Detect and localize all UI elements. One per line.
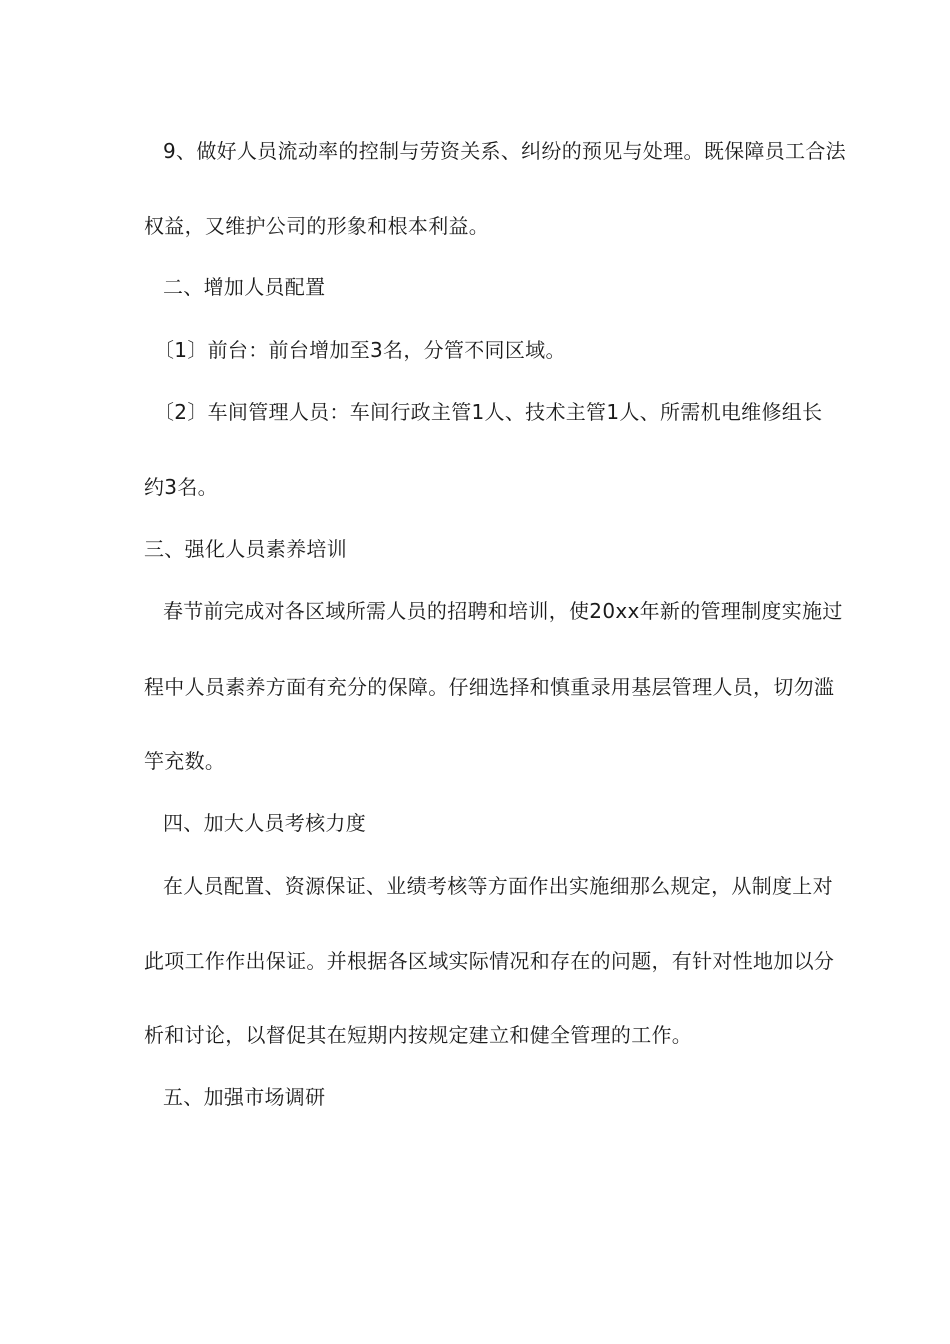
- paragraph-line: 竽充数。: [144, 749, 226, 773]
- paragraph-line: 春节前完成对各区域所需人员的招聘和培训，使20xx年新的管理制度实施过: [163, 599, 843, 623]
- section-heading: 四、加大人员考核力度: [163, 811, 366, 835]
- paragraph-line: 约3名。: [144, 475, 218, 499]
- paragraph-line: 在人员配置、资源保证、业绩考核等方面作出实施细那么规定，从制度上对: [163, 874, 833, 898]
- paragraph-line: 析和讨论，以督促其在短期内按规定建立和健全管理的工作。: [144, 1023, 693, 1047]
- paragraph-line: 权益，又维护公司的形象和根本利益。: [144, 214, 490, 238]
- paragraph-line: 此项工作作出保证。并根据各区域实际情况和存在的问题，有针对性地加以分: [144, 949, 835, 973]
- paragraph-line: 9、做好人员流动率的控制与劳资关系、纠纷的预见与处理。既保障员工合法: [163, 139, 846, 163]
- section-heading: 二、增加人员配置: [163, 275, 326, 299]
- section-heading: 五、加强市场调研: [163, 1085, 326, 1109]
- section-heading: 三、强化人员素养培训: [144, 537, 347, 561]
- list-item: 〔2〕车间管理人员：车间行政主管1人、技术主管1人、所需机电维修组长: [154, 400, 823, 424]
- list-item: 〔1〕前台：前台增加至3名，分管不同区域。: [154, 338, 566, 362]
- paragraph-line: 程中人员素养方面有充分的保障。仔细选择和慎重录用基层管理人员，切勿滥: [144, 675, 835, 699]
